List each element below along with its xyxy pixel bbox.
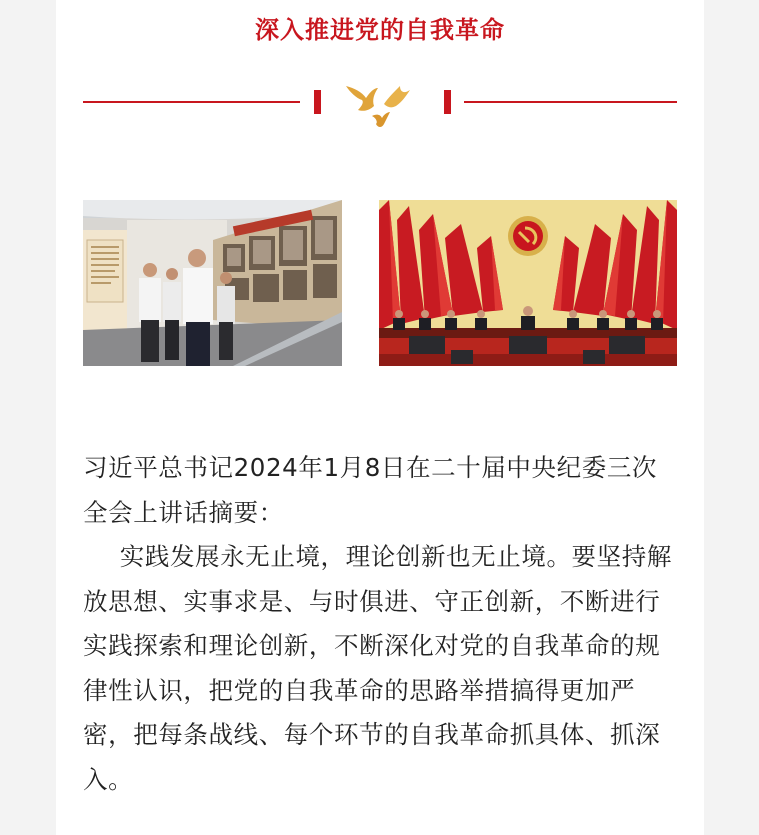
doves-icon (344, 78, 416, 132)
speech-excerpt (83, 446, 679, 802)
title-divider-left (83, 101, 300, 103)
title-divider-right (464, 101, 677, 103)
plenary-session-photo (379, 200, 677, 366)
article-page (56, 0, 704, 835)
title-divider-bar-right (444, 90, 451, 114)
speech-body: 实践发展永无止境，理论创新也无止境。要坚持解放思想、实事求是、与时俱进、守正创新，不断进行实践探索和理论创新，不断深化对党的自我革命的规律性认识，把党的自我革命的思路举措搞得更加严密，把每条战线、每个环节的自我革命抓具体、抓深入。 (83, 542, 672, 794)
title-divider-bar-left (314, 90, 321, 114)
page-title: 深入推进党的自我革命 (255, 16, 505, 44)
exhibition-visit-photo (83, 200, 342, 366)
speech-lead: 习近平总书记2024年1月8日在二十届中央纪委三次全会上讲话摘要： (83, 453, 658, 527)
